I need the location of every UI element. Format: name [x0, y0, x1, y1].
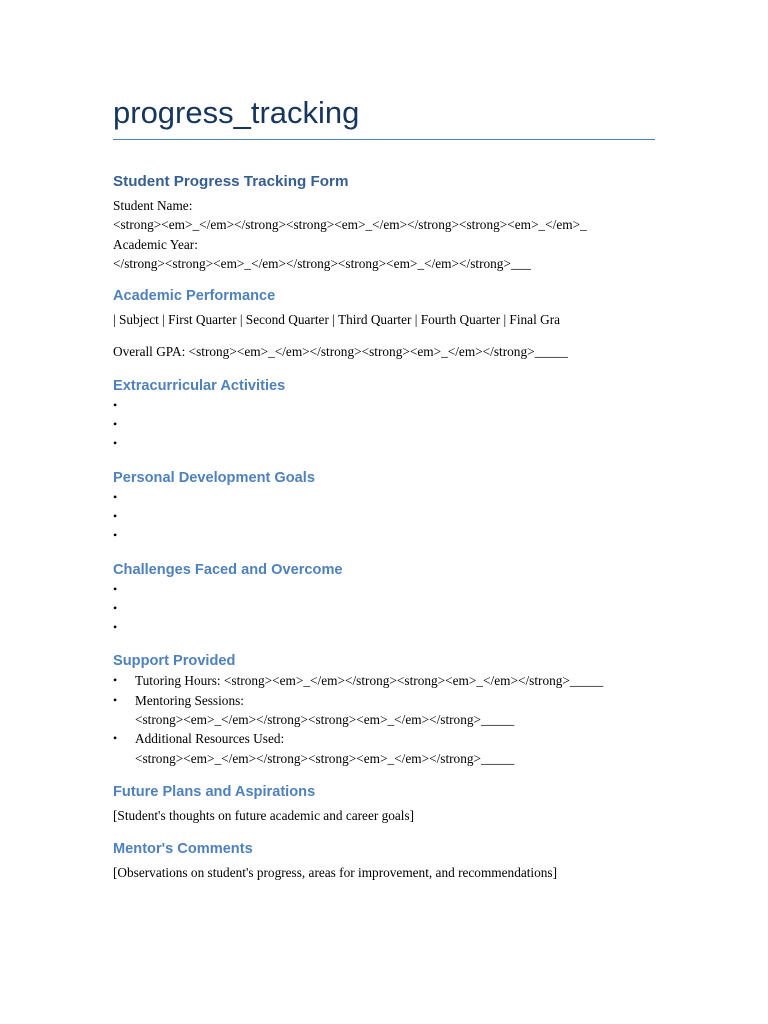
list-item	[113, 526, 658, 545]
bullet-icon: •	[113, 508, 118, 523]
academic-performance-heading: Academic Performance	[113, 288, 276, 305]
bullet-icon: •	[113, 692, 118, 707]
list-item	[113, 488, 658, 507]
list-item	[113, 671, 658, 690]
support-heading: Support Provided	[113, 653, 236, 670]
list-item	[113, 434, 658, 453]
bullet-icon: •	[113, 489, 118, 504]
title-divider	[113, 139, 655, 140]
mentor-comments-text: [Observations on student's progress, areas for improvement, and recommendations]	[113, 865, 558, 881]
list-item	[113, 618, 658, 637]
mentoring-sessions-label: Mentoring Sessions:	[135, 692, 244, 708]
bullet-icon: •	[113, 673, 118, 688]
student-name-label: Student Name:	[113, 198, 193, 213]
academic-year-blank: </strong><strong><em>_</em></strong><strong><em>_</em></strong>___	[113, 255, 531, 271]
future-plans-text: [Student's thoughts on future academic and career goals]	[113, 807, 415, 823]
bullet-icon: •	[113, 731, 118, 746]
document-title: progress_tracking	[113, 95, 360, 130]
extracurricular-heading: Extracurricular Activities	[113, 377, 286, 394]
challenges-heading: Challenges Faced and Overcome	[113, 561, 343, 578]
list-item	[113, 415, 658, 434]
bullet-icon: •	[113, 600, 118, 615]
bullet-icon: •	[113, 397, 118, 412]
list-item	[113, 729, 658, 768]
overall-gpa-line: Overall GPA: <strong><em>_</em></strong><strong><em>_</em></strong>_____	[113, 344, 568, 360]
list-item	[113, 507, 658, 526]
mentoring-sessions-blank: <strong><em>_</em></strong><strong><em>_</em></strong>_____	[135, 712, 515, 728]
form-heading: Student Progress Tracking Form	[113, 173, 349, 190]
student-name-blank: <strong><em>_</em></strong><strong><em>_</em></strong><strong><em>_</em>_	[113, 217, 587, 233]
academic-year-label: Academic Year:	[113, 236, 198, 252]
mentor-comments-heading: Mentor's Comments	[113, 841, 253, 858]
future-plans-heading: Future Plans and Aspirations	[113, 783, 316, 800]
bullet-icon: •	[113, 436, 118, 451]
extracurricular-list	[113, 396, 658, 454]
list-item	[113, 580, 658, 599]
grades-table-header: | Subject | First Quarter | Second Quarter | Third Quarter | Fourth Quarter | Final Gra	[113, 312, 561, 328]
tutoring-hours-line: Tutoring Hours: <strong><em>_</em></strong><strong><em>_</em></strong>_____	[135, 673, 604, 689]
bullet-icon: •	[113, 528, 118, 543]
personal-goals-list	[113, 488, 658, 546]
challenges-list	[113, 580, 658, 638]
list-item	[113, 396, 658, 415]
list-item	[113, 599, 658, 618]
bullet-icon: •	[113, 417, 118, 432]
bullet-icon: •	[113, 581, 118, 596]
bullet-icon: •	[113, 620, 118, 635]
support-list	[113, 671, 658, 767]
additional-resources-blank: <strong><em>_</em></strong><strong><em>_</em></strong>_____	[135, 750, 515, 766]
additional-resources-label: Additional Resources Used:	[135, 731, 285, 747]
document-body	[113, 172, 658, 883]
list-item	[113, 691, 658, 730]
personal-goals-heading: Personal Development Goals	[113, 469, 315, 486]
